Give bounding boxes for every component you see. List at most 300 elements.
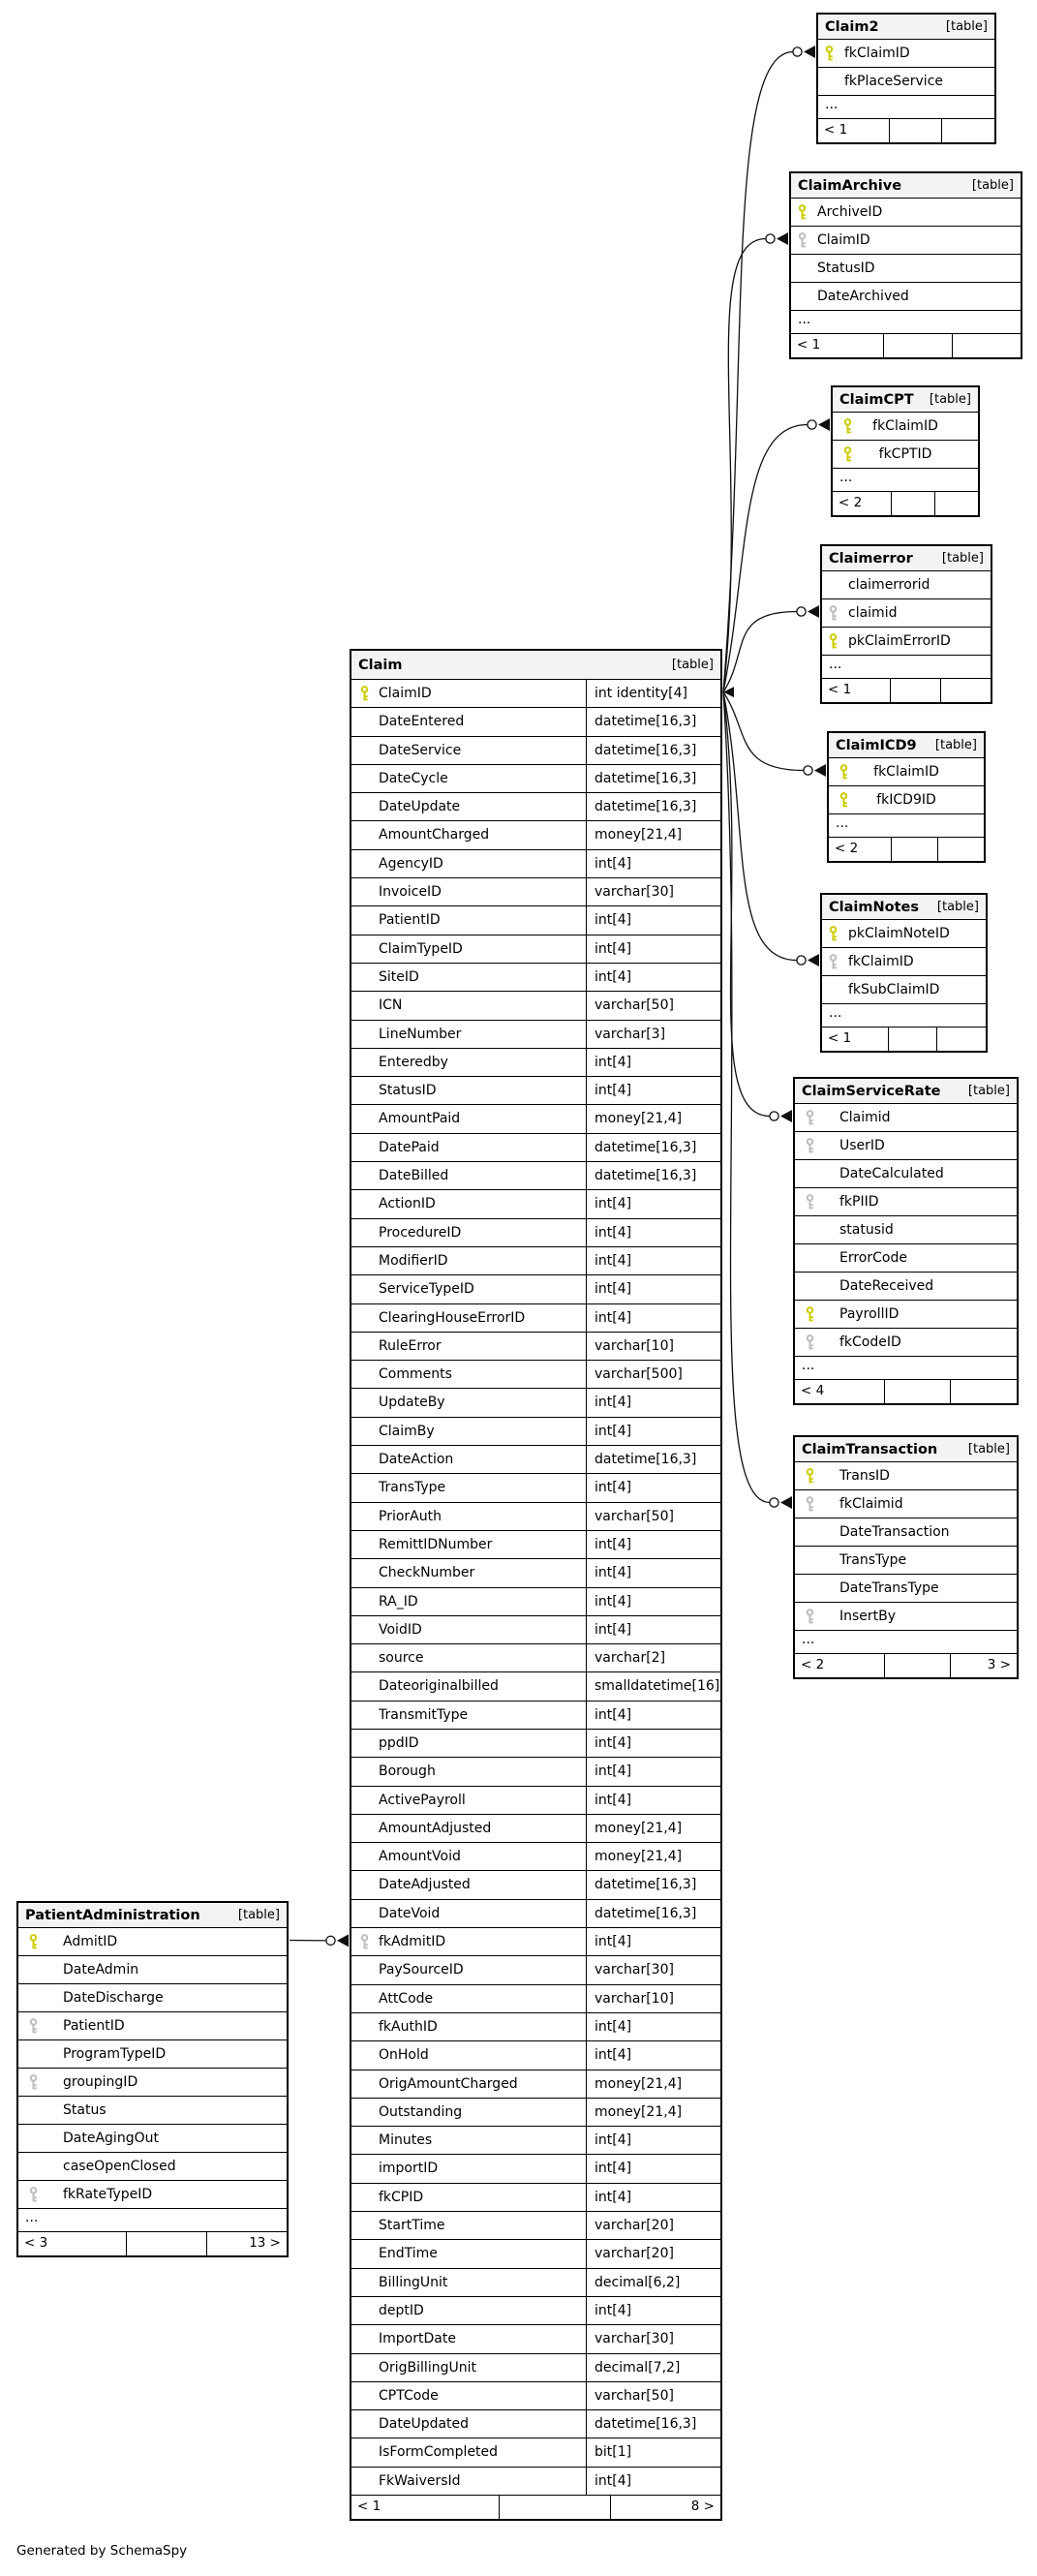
table-tag: [table] — [929, 392, 971, 407]
column-name: CheckNumber — [379, 1565, 475, 1581]
column-type: datetime[16,3] — [586, 737, 720, 764]
column-name: Borough — [379, 1763, 436, 1780]
column-row-DateAction — [351, 1446, 720, 1474]
column-row-BillingUnit — [351, 2269, 720, 2297]
column-name: IsFormCompleted — [379, 2444, 499, 2461]
column-type: datetime[16,3] — [586, 765, 720, 792]
column-name: OrigBillingUnit — [379, 2359, 476, 2376]
table-name[interactable]: ClaimTransaction — [802, 1441, 938, 1457]
foreign-key-icon — [805, 1334, 815, 1351]
table-tag: [table] — [671, 658, 714, 672]
column-name: fkClaimID — [844, 46, 910, 61]
column-name: fkRateTypeID — [63, 2187, 153, 2202]
column-name: DateTransType — [839, 1580, 939, 1596]
column-row-PaySourceID — [351, 1956, 720, 1984]
column-type: int[4] — [586, 2155, 720, 2182]
table-header[interactable] — [791, 173, 1021, 199]
column-type: varchar[20] — [586, 2212, 720, 2239]
column-name: Status — [63, 2102, 107, 2118]
column-name: PatientID — [63, 2018, 125, 2034]
column-type: varchar[10] — [586, 1985, 720, 2012]
column-type: varchar[3] — [586, 1021, 720, 1048]
column-type: int[4] — [586, 850, 720, 877]
column-row-UserID — [795, 1132, 1017, 1160]
column-type: int[4] — [586, 1219, 720, 1246]
column-name: fkPlaceService — [844, 74, 943, 89]
column-type: decimal[7,2] — [586, 2354, 720, 2381]
column-row-fkSubClaimID — [822, 976, 986, 1004]
footer-cell — [126, 2232, 206, 2255]
column-name: fkClaimID — [873, 764, 939, 780]
column-name: DateReceived — [839, 1278, 934, 1294]
footer-cell: < 2 — [839, 495, 863, 510]
column-type: int[4] — [586, 1588, 720, 1615]
foreign-key-icon — [805, 1194, 815, 1211]
footer-cell — [890, 679, 940, 702]
column-name: StartTime — [379, 2218, 445, 2234]
column-row-UpdateBy — [351, 1389, 720, 1417]
column-name: Dateoriginalbilled — [379, 1678, 499, 1695]
table-name[interactable]: ClaimICD9 — [836, 737, 917, 753]
primary-key-icon — [828, 926, 839, 942]
footer-cell: < 1 — [828, 682, 852, 697]
column-type: money[21,4] — [586, 2099, 720, 2126]
column-name: RemittIDNumber — [379, 1536, 493, 1552]
more-columns-ellipsis: ... — [795, 1631, 1017, 1654]
foreign-key-icon — [797, 232, 808, 249]
column-row-ClaimID — [351, 680, 720, 708]
column-type: int[4] — [586, 1730, 720, 1757]
column-name: fkICD9ID — [876, 792, 936, 808]
column-name: ProcedureID — [379, 1224, 462, 1241]
column-name: DateService — [379, 742, 462, 758]
column-type: varchar[50] — [586, 1503, 720, 1530]
column-row-DateTransaction — [795, 1518, 1017, 1547]
column-row-ClearingHouseErrorID — [351, 1304, 720, 1333]
column-type: money[21,4] — [586, 1815, 720, 1842]
column-type: money[21,4] — [586, 2070, 720, 2098]
column-row-pkClaimErrorID — [822, 628, 991, 656]
table-tag: [table] — [967, 1442, 1010, 1457]
column-row-claimerrorid — [822, 571, 991, 599]
column-row-StatusID — [351, 1077, 720, 1105]
table-Claimerror — [820, 544, 992, 704]
more-columns-ellipsis: ... — [833, 469, 978, 492]
column-row-Status — [18, 2097, 287, 2125]
column-name: UserID — [839, 1138, 885, 1153]
column-row-DateTransType — [795, 1575, 1017, 1603]
table-ClaimTransaction — [793, 1435, 1019, 1679]
footer-cell — [884, 1380, 951, 1403]
column-row-fkClaimID — [829, 758, 984, 786]
column-name: PayrollID — [839, 1306, 900, 1322]
column-row-PayrollID — [795, 1301, 1017, 1329]
column-name: AttCode — [379, 1990, 434, 2007]
table-header[interactable] — [795, 1079, 1017, 1104]
table-tag: [table] — [941, 551, 984, 566]
footer-cell — [950, 1380, 1017, 1403]
column-row-fkCPTID — [833, 441, 978, 469]
column-type: int[4] — [586, 1049, 720, 1076]
column-name: CPTCode — [379, 2387, 439, 2404]
column-type: money[21,4] — [586, 821, 720, 848]
column-row-TransType — [795, 1547, 1017, 1575]
table-PatientAdministration — [16, 1901, 289, 2257]
foreign-key-icon — [28, 2187, 39, 2203]
column-type: datetime[16,3] — [586, 708, 720, 735]
column-type: int[4] — [586, 964, 720, 991]
column-type: int[4] — [586, 2041, 720, 2069]
column-type: int identity[4] — [586, 680, 720, 707]
column-name: Minutes — [379, 2132, 433, 2149]
column-type: varchar[50] — [586, 2382, 720, 2409]
column-row-LineNumber — [351, 1021, 720, 1049]
column-name: VoidID — [379, 1621, 422, 1638]
column-name: ICN — [379, 997, 403, 1014]
primary-key-icon — [359, 686, 370, 702]
table-name[interactable]: PatientAdministration — [25, 1907, 200, 1923]
column-type: datetime[16,3] — [586, 1446, 720, 1473]
table-ClaimICD9 — [827, 731, 986, 863]
primary-key-icon — [839, 792, 849, 809]
column-name: DateVoid — [379, 1905, 441, 1921]
column-name: PaySourceID — [379, 1962, 464, 1978]
column-type: datetime[16,3] — [586, 2410, 720, 2438]
footer-cell — [941, 119, 994, 142]
column-name: fkAuthID — [379, 2018, 438, 2035]
column-name: DateEntered — [379, 714, 465, 730]
column-type: int[4] — [586, 1928, 720, 1955]
column-name: ArchiveID — [817, 204, 883, 220]
column-row-importID — [351, 2155, 720, 2183]
table-tag: [table] — [934, 738, 977, 752]
column-name: TransmitType — [379, 1706, 469, 1723]
column-row-Minutes — [351, 2127, 720, 2155]
footer-cell: 8 > — [610, 2496, 720, 2519]
table-name[interactable]: Claimerror — [829, 550, 913, 567]
primary-key-icon — [842, 418, 853, 435]
footer-cell: < 1 — [828, 1030, 852, 1046]
table-ClaimNotes — [820, 893, 988, 1053]
table-header[interactable] — [351, 651, 720, 680]
column-name: AgencyID — [379, 855, 443, 872]
column-type: int[4] — [586, 1474, 720, 1501]
column-name: groupingID — [63, 2074, 138, 2090]
column-row-fkClaimID — [818, 40, 994, 68]
column-type: varchar[500] — [586, 1361, 720, 1388]
column-row-DateAdjusted — [351, 1871, 720, 1899]
column-name: Comments — [379, 1366, 452, 1383]
column-type: datetime[16,3] — [586, 1162, 720, 1189]
table-footer — [829, 838, 984, 861]
footer-cell: 13 > — [206, 2232, 287, 2255]
column-row-EndTime — [351, 2240, 720, 2268]
column-name: UpdateBy — [379, 1395, 445, 1411]
column-name: fkCPTID — [878, 446, 932, 462]
column-name: ClaimBy — [379, 1423, 435, 1439]
table-footer — [795, 1654, 1017, 1677]
column-type: int[4] — [586, 1304, 720, 1332]
column-row-fkAuthID — [351, 2013, 720, 2041]
column-name: PatientID — [379, 912, 441, 929]
column-type: varchar[20] — [586, 2240, 720, 2267]
table-header[interactable] — [822, 546, 991, 571]
primary-key-icon — [28, 1934, 39, 1950]
column-name: Enteredby — [379, 1054, 448, 1070]
column-name: DateTransaction — [839, 1524, 950, 1540]
primary-key-icon — [824, 46, 835, 62]
column-name: claimerrorid — [848, 577, 930, 593]
column-type: int[4] — [586, 1531, 720, 1558]
footer-cell — [884, 1654, 951, 1677]
footer-cell: < 3 — [24, 2235, 48, 2251]
table-name[interactable]: ClaimArchive — [798, 177, 902, 194]
column-row-AdmitID — [18, 1928, 287, 1956]
column-name: OnHold — [379, 2047, 429, 2064]
column-type: int[4] — [586, 1247, 720, 1274]
column-name: fkClaimID — [848, 954, 914, 969]
table-footer — [818, 119, 994, 142]
footer-cell: < 1 — [357, 2499, 381, 2514]
primary-key-icon — [842, 446, 853, 463]
column-type: int[4] — [586, 935, 720, 963]
table-header[interactable] — [795, 1437, 1017, 1462]
more-columns-ellipsis: ... — [791, 311, 1021, 334]
footer-cell — [883, 334, 952, 357]
column-row-Dateoriginalbilled — [351, 1672, 720, 1701]
column-row-DateEntered — [351, 708, 720, 736]
column-row-InvoiceID — [351, 878, 720, 906]
column-row-ActionID — [351, 1190, 720, 1218]
column-row-ClaimBy — [351, 1418, 720, 1446]
footer-cell — [934, 492, 978, 515]
table-tag: [table] — [237, 1908, 280, 1922]
column-row-DateService — [351, 737, 720, 765]
column-name: InvoiceID — [379, 884, 442, 901]
column-name: BillingUnit — [379, 2274, 448, 2290]
column-type: datetime[16,3] — [586, 793, 720, 820]
column-name: ClaimTypeID — [379, 940, 463, 957]
table-footer — [822, 679, 991, 702]
column-name: fkCodeID — [839, 1334, 901, 1350]
column-name: DateCycle — [379, 770, 448, 786]
column-row-groupingID — [18, 2069, 287, 2097]
column-name: ImportDate — [379, 2331, 456, 2347]
column-row-AmountAdjusted — [351, 1815, 720, 1843]
table-tag: [table] — [936, 900, 979, 914]
column-name: ServiceTypeID — [379, 1281, 474, 1298]
column-name: importID — [379, 2161, 439, 2177]
column-type: int[4] — [586, 1275, 720, 1303]
column-name: TransType — [839, 1552, 907, 1568]
column-row-SiteID — [351, 964, 720, 992]
column-name: claimid — [848, 605, 898, 621]
column-row-ModifierID — [351, 1247, 720, 1275]
column-row-AgencyID — [351, 850, 720, 878]
column-type: varchar[50] — [586, 992, 720, 1019]
column-type: varchar[30] — [586, 878, 720, 905]
more-columns-ellipsis: ... — [18, 2209, 287, 2232]
column-type: int[4] — [586, 1787, 720, 1814]
column-row-DatePaid — [351, 1134, 720, 1162]
table-footer — [18, 2232, 287, 2255]
column-name: source — [379, 1650, 424, 1667]
column-name: ppdID — [379, 1734, 419, 1751]
column-name: ActivePayroll — [379, 1792, 466, 1808]
column-row-ActivePayroll — [351, 1787, 720, 1815]
column-row-PatientID — [351, 906, 720, 935]
column-type: varchar[10] — [586, 1333, 720, 1360]
column-name: DateAgingOut — [63, 2131, 159, 2146]
column-row-Claimid — [795, 1104, 1017, 1132]
column-row-pkClaimNoteID — [822, 920, 986, 948]
table-tag: [table] — [967, 1084, 1010, 1098]
column-name: PriorAuth — [379, 1508, 442, 1524]
column-row-DateCycle — [351, 765, 720, 793]
column-name: RuleError — [379, 1337, 442, 1354]
table-footer — [833, 492, 978, 515]
column-row-InsertBy — [795, 1603, 1017, 1631]
table-footer — [351, 2496, 720, 2519]
column-name: ActionID — [379, 1196, 436, 1212]
column-type: int[4] — [586, 1702, 720, 1729]
column-type: int[4] — [586, 2468, 720, 2495]
column-row-ServiceTypeID — [351, 1275, 720, 1303]
table-footer — [822, 1027, 986, 1051]
column-row-statusid — [795, 1216, 1017, 1244]
footer-cell — [937, 838, 984, 861]
column-name: DateAdjusted — [379, 1877, 471, 1893]
column-row-fkPlaceService — [818, 68, 994, 96]
column-type: int[4] — [586, 1190, 720, 1217]
column-row-AttCode — [351, 1985, 720, 2013]
column-row-Enteredby — [351, 1049, 720, 1077]
column-type: int[4] — [586, 2297, 720, 2324]
column-name: FkWaiversId — [379, 2472, 461, 2489]
column-name: ModifierID — [379, 1252, 448, 1269]
footer-cell — [891, 838, 937, 861]
column-type: int[4] — [586, 1559, 720, 1586]
table-footer — [791, 334, 1021, 357]
column-type: varchar[30] — [586, 1956, 720, 1983]
column-row-IsFormCompleted — [351, 2438, 720, 2467]
column-row-TransType — [351, 1474, 720, 1502]
table-name[interactable]: ClaimCPT — [839, 391, 914, 408]
column-type: int[4] — [586, 1077, 720, 1104]
foreign-key-icon — [828, 605, 839, 622]
table-ClaimServiceRate — [793, 1077, 1019, 1405]
column-name: DateBilled — [379, 1168, 449, 1184]
table-Claim2 — [816, 13, 996, 144]
footer-cell — [889, 119, 942, 142]
column-row-TransmitType — [351, 1702, 720, 1730]
table-header[interactable] — [829, 733, 984, 758]
foreign-key-icon — [28, 2018, 39, 2035]
table-ClaimArchive — [789, 171, 1022, 359]
column-row-ArchiveID — [791, 199, 1021, 227]
column-name: DateCalculated — [839, 1166, 944, 1181]
table-header[interactable] — [818, 15, 994, 40]
column-name: fkSubClaimID — [848, 982, 940, 997]
column-name: DatePaid — [379, 1139, 440, 1155]
more-columns-ellipsis: ... — [829, 814, 984, 838]
footer-cell: < 1 — [797, 337, 821, 353]
column-type: datetime[16,3] — [586, 1134, 720, 1161]
column-name: StatusID — [379, 1083, 437, 1099]
column-row-AmountCharged — [351, 821, 720, 849]
column-type: smalldatetime[16] — [586, 1672, 720, 1700]
column-name: ClaimID — [379, 686, 432, 701]
table-header[interactable] — [822, 895, 986, 920]
column-name: StatusID — [817, 261, 875, 276]
table-name[interactable]: ClaimNotes — [829, 899, 919, 915]
column-name: DateUpdate — [379, 799, 461, 815]
primary-key-icon — [839, 764, 849, 781]
column-name: AmountPaid — [379, 1111, 461, 1127]
column-name: LineNumber — [379, 1026, 462, 1042]
table-name[interactable]: Claim — [358, 657, 403, 673]
column-row-fkAdmitID — [351, 1928, 720, 1956]
column-name: Outstanding — [379, 2103, 463, 2120]
column-row-DateUpdated — [351, 2410, 720, 2438]
column-row-OrigBillingUnit — [351, 2354, 720, 2382]
table-header[interactable] — [18, 1903, 287, 1928]
table-header[interactable] — [833, 387, 978, 413]
column-type: money[21,4] — [586, 1105, 720, 1132]
column-row-fkICD9ID — [829, 786, 984, 814]
column-type: int[4] — [586, 1758, 720, 1785]
column-row-TransID — [795, 1462, 1017, 1490]
column-name: pkClaimErrorID — [848, 633, 951, 649]
table-name[interactable]: ClaimServiceRate — [802, 1083, 941, 1099]
column-type: int[4] — [586, 1389, 720, 1416]
footer-cell: 3 > — [950, 1654, 1017, 1677]
column-row-CheckNumber — [351, 1559, 720, 1587]
column-type: int[4] — [586, 906, 720, 934]
column-row-RuleError — [351, 1333, 720, 1361]
column-row-fkRateTypeID — [18, 2181, 287, 2209]
column-type: money[21,4] — [586, 1843, 720, 1870]
column-name: AmountCharged — [379, 827, 490, 843]
column-type: int[4] — [586, 1616, 720, 1643]
column-type: datetime[16,3] — [586, 1900, 720, 1927]
column-name: ClearingHouseErrorID — [379, 1309, 526, 1326]
more-columns-ellipsis: ... — [818, 96, 994, 119]
table-name[interactable]: Claim2 — [825, 18, 879, 35]
column-row-Outstanding — [351, 2099, 720, 2127]
column-row-ProgramTypeID — [18, 2040, 287, 2069]
column-row-Borough — [351, 1758, 720, 1786]
foreign-key-icon — [805, 1609, 815, 1625]
column-row-DateAgingOut — [18, 2125, 287, 2153]
footer-cell: < 2 — [835, 841, 859, 856]
column-row-RemittIDNumber — [351, 1531, 720, 1559]
footer-cell: < 1 — [824, 122, 848, 138]
column-type: bit[1] — [586, 2438, 720, 2466]
table-Claim — [350, 649, 722, 2521]
column-row-OrigAmountCharged — [351, 2070, 720, 2099]
column-row-DateVoid — [351, 1900, 720, 1928]
column-row-fkClaimID — [833, 413, 978, 441]
column-name: AdmitID — [63, 1934, 118, 1949]
column-row-ProcedureID — [351, 1219, 720, 1247]
column-row-ICN — [351, 992, 720, 1020]
column-row-PatientID — [18, 2012, 287, 2040]
column-name: DateArchived — [817, 289, 909, 304]
foreign-key-icon — [828, 954, 839, 970]
column-name: ProgramTypeID — [63, 2046, 167, 2062]
footer-cell: < 2 — [801, 1657, 825, 1672]
